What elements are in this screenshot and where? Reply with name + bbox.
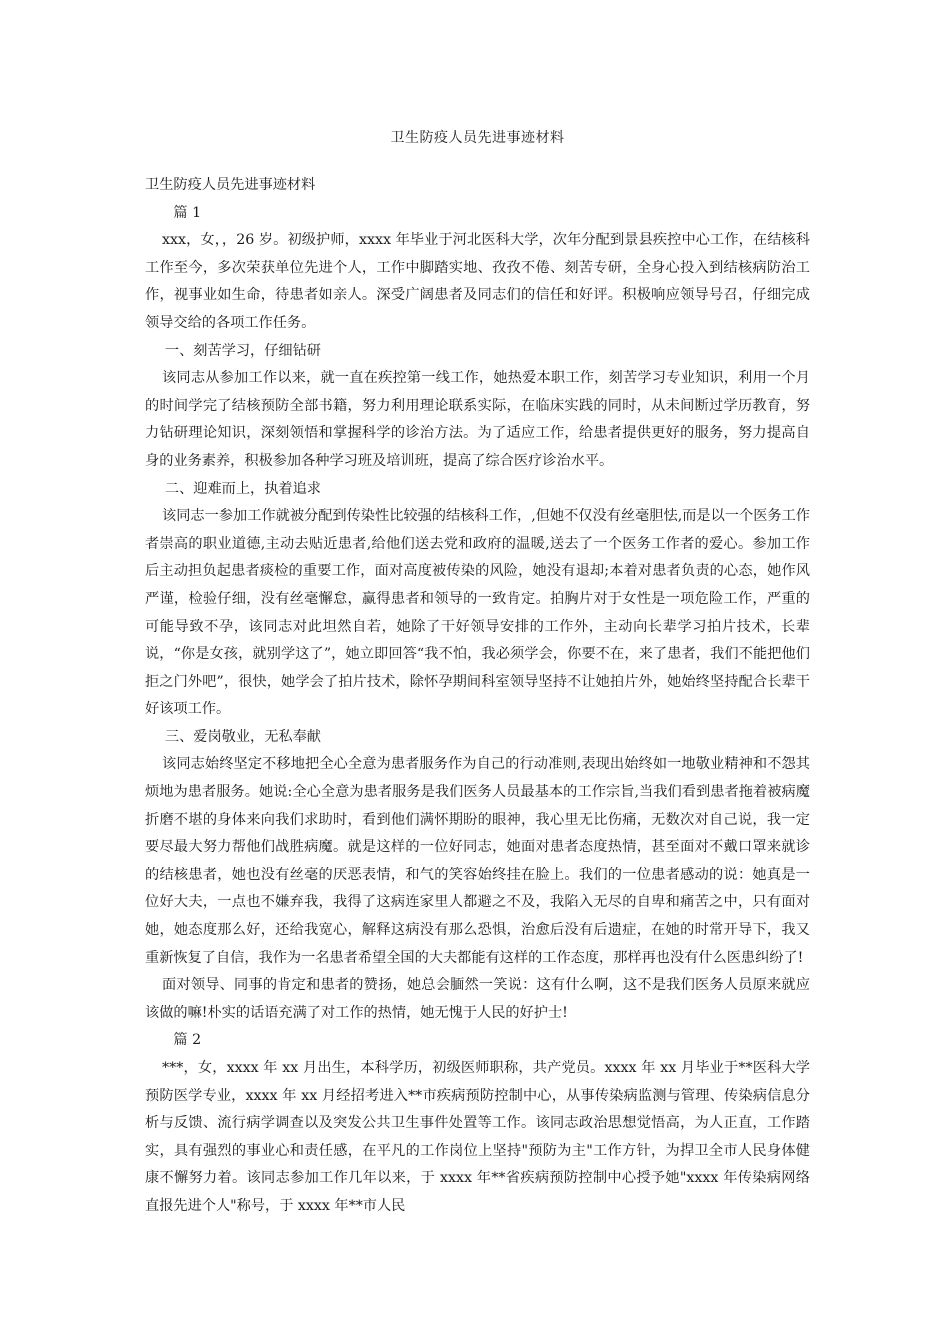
subheading: 二、迎难而上，执着追求: [164, 480, 321, 497]
subheading: 三、爱岗敬业，无私奉献: [164, 728, 321, 745]
paragraph: ***，女，xxxx 年 xx 月出生，本科学历，初级医师职称，共产党员。xxxx 年 xx 月毕业于**医科大学预防医学专业，xxxx 年 xx 月经招考进入**市疾病预防控制中心，从事传染病监测与管理、传染病信息分析与反馈、流行病学调查以及突发公共卫生事件处置等工作。该同志政治思想觉悟高，为人正直，工作踏实，具有强烈的事业心和责任感，在平凡的工作岗位上坚持"预防为主"工作方针，为捍卫全市人民身体健康不懈努力着。该同志参加工作几年以来，于 xxxx 年**省疾病预防控制中心授予她"xxxx 年传染病网络直报先进个人"称号，于 xxxx 年**市人民: [145, 1060, 810, 1214]
section-label-2: 篇 2: [173, 1032, 202, 1049]
paragraph: 该同志从参加工作以来，就一直在疾控第一线工作，她热爱本职工作，刻苦学习专业知识，利用一个月的时间学完了结核预防全部书籍，努力利用理论联系实际，在临床实践的同时，从未间断过学历教育，努力钻研理论知识，深刻领悟和掌握科学的诊治方法。为了适应工作，给患者提供更好的服务，努力提高自身的业务素养，积极参加各种学习班及培训班，提高了综合医疗诊治水平。: [145, 370, 810, 469]
paragraph: 该同志始终坚定不移地把全心全意为患者服务作为自己的行动准则,表现出始终如一地敬业精神和不怨其烦地为患者服务。她说:全心全意为患者服务是我们医务人员最基本的工作宗旨,当我们看到患者拖着被病魔折磨不堪的身体来向我们求助时，看到他们满怀期盼的眼神，我心里无比伤痛，无数次对自己说，我一定要尽最大努力帮他们战胜病魔。就是这样的一位好同志，她面对患者态度热情，甚至面对不戴口罩来就诊的结核患者，她也没有丝毫的厌恶表情，和气的笑容始终挂在脸上。我们的一位患者感动的说：她真是一位好大夫，一点也不嫌弃我，我得了这病连家里人都避之不及，我陷入无尽的自卑和痛苦之中，只有面对她，她态度那么好，还给我宽心，解释这病没有那么恐惧，治愈后没有后遗症，在她的时常开导下，我又重新恢复了自信，我作为一名患者希望全国的大夫都能有这样的工作态度，那样再也没有什么医患纠纷了!: [145, 756, 810, 966]
paragraph: xxx，女，，26 岁。初级护师，xxxx 年毕业于河北医科大学，次年分配到景县疾控中心工作，在结核科工作至今，多次荣获单位先进个人，工作中脚踏实地、孜孜不倦、刻苦专研，全身心投入到结核病防治工作，视事业如生命，待患者如亲人。深受广阔患者及同志们的信任和好评。积极响应领导号召，仔细完成领导交给的各项工作任务。: [145, 232, 810, 331]
document-body: [145, 172, 810, 1221]
document-title: 卫生防疫人员先进事迹材料: [390, 130, 565, 146]
paragraph-heading: 卫生防疫人员先进事迹材料: [145, 177, 316, 193]
paragraph: 该同志一参加工作就被分配到传染性比较强的结核科工作，,但她不仅没有丝毫胆怯,而是以一个医务工作者崇高的职业道德,主动去贴近患者,给他们送去党和政府的温暖,送去了一个医务工作者的爱心。参加工作后主动担负起患者痰检的重要工作，面对高度被传染的风险，她没有退却;本着对患者负责的心态，她作风严谨，检验仔细，没有丝毫懈怠，赢得患者和领导的一致肯定。拍胸片对于女性是一项危险工作，严重的可能导致不孕，该同志对此坦然自若，她除了干好领导安排的工作外，主动向长辈学习拍片技术，长辈说，“你是女孩，就别学这了”，她立即回答“我不怕，我必须学会，你要不在，来了患者，我们不能把他们拒之门外吧”，很快，她学会了拍片技术，除怀孕期间科室领导坚持不让她拍片外，她始终坚持配合长辈干好该项工作。: [145, 508, 810, 718]
section-label-1: 篇 1: [173, 204, 202, 221]
subheading: 一、刻苦学习，仔细钻研: [164, 342, 321, 359]
paragraph: 面对领导、同事的肯定和患者的赞扬，她总会腼然一笑说：这有什么啊，这不是我们医务人员原来就应该做的嘛!朴实的话语充满了对工作的热情，她无愧于人民的好护士!: [145, 977, 810, 1021]
